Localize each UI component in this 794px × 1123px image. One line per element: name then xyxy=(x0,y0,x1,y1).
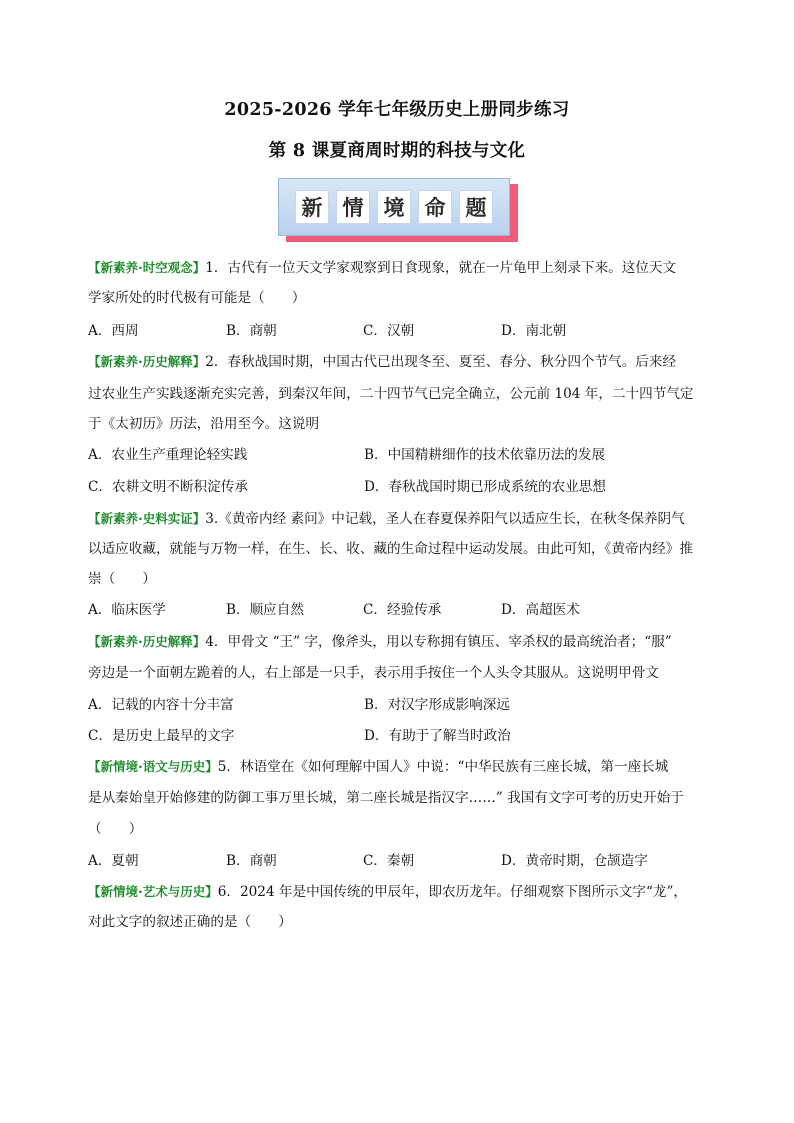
option-b: B．中国精耕细作的技术依靠历法的发展 xyxy=(364,447,606,463)
lesson-title: 第 8 课夏商周时期的科技与文化 xyxy=(268,141,526,161)
banner-char: 命 xyxy=(418,190,452,224)
option-a: A．西周 xyxy=(88,323,139,339)
section-banner xyxy=(278,178,518,242)
option-d: D．南北朝 xyxy=(501,323,567,339)
page-title: 2025-2026 学年七年级历史上册同步练习 xyxy=(224,100,570,120)
question-text: 1．古代有一位天文学家观察到日食现象，就在一片龟甲上刻录下来。这位天文 xyxy=(205,260,677,276)
question-text: 5．林语堂在《如何理解中国人》中说：“中华民族有三座长城，第一座长城 xyxy=(217,759,669,775)
question-6-line-1 xyxy=(88,882,718,902)
question-tag: 【新素养·史料实证】 xyxy=(88,511,206,526)
option-d: D．有助于了解当时政治 xyxy=(364,728,511,744)
option-b: B．顺应自然 xyxy=(226,602,304,618)
option-a: A．记载的内容十分丰富 xyxy=(88,697,234,713)
question-text: 旁边是一个面朝左跪着的人，右上部是一只手，表示用手按住一个人头令其服从。这说明甲骨文 xyxy=(88,665,659,681)
option-c: C．经验传承 xyxy=(363,602,442,618)
banner-char: 境 xyxy=(377,190,411,224)
question-text: 崇（ ） xyxy=(88,571,156,587)
option-c: C．秦朝 xyxy=(363,853,415,869)
option-a: A．夏朝 xyxy=(88,853,139,869)
question-tag: 【新情境·语文与历史】 xyxy=(88,759,218,774)
question-3-line-1 xyxy=(88,509,718,529)
option-b: B．商朝 xyxy=(226,323,277,339)
question-text: 于《太初历》历法，沿用至今。这说明 xyxy=(88,416,320,432)
question-text: 过农业生产实践逐渐充实完善，到秦汉年间，二十四节气已完全确立，公元前 104 年，二十四节气定 xyxy=(88,386,694,402)
question-text: 3.《黄帝内经 素问》中记载，圣人在春夏保养阳气以适应生长，在秋冬保养阴气 xyxy=(205,511,685,527)
banner-char: 题 xyxy=(459,190,493,224)
question-5-line-1 xyxy=(88,757,718,777)
option-a: A．临床医学 xyxy=(88,602,166,618)
question-text: 是从秦始皇开始修建的防御工事万里长城，第二座长城是指汉字……” 我国有文字可考的历史开始于 xyxy=(88,790,684,806)
option-c: C．汉朝 xyxy=(363,323,415,339)
question-text: 2．春秋战国时期，中国古代已出现冬至、夏至、春分、秋分四个节气。后来经 xyxy=(205,354,677,370)
question-tag: 【新素养·历史解释】 xyxy=(88,354,206,369)
question-text: 学家所处的时代极有可能是（ ） xyxy=(88,290,306,306)
option-c: C．农耕文明不断积淀传承 xyxy=(88,479,248,495)
option-d: D．高超医术 xyxy=(501,602,580,618)
question-text: 4．甲骨文 “王” 字，像斧头，用以专称拥有镇压、宰杀权的最高统治者；“服” xyxy=(205,634,672,650)
option-b: B．商朝 xyxy=(226,853,277,869)
option-a: A．农业生产重理论轻实践 xyxy=(88,447,248,463)
question-4-line-1 xyxy=(88,632,718,652)
question-2-line-1 xyxy=(88,352,718,372)
option-d: D．黄帝时期，仓颉造字 xyxy=(501,853,648,869)
banner-box xyxy=(278,178,510,236)
question-text: 以适应收藏，就能与万物一样，在生、长、收、藏的生命过程中运动发展。由此可知，《黄帝内经》推 xyxy=(88,541,693,557)
question-text: 对此文字的叙述正确的是（ ） xyxy=(88,914,292,930)
option-b: B．对汉字形成影响深远 xyxy=(364,697,510,713)
question-text: （ ） xyxy=(88,821,143,837)
banner-char: 新 xyxy=(295,190,329,224)
banner-char: 情 xyxy=(336,190,370,224)
question-tag: 【新情境·艺术与历史】 xyxy=(88,884,218,899)
question-1-line-1 xyxy=(88,258,718,278)
question-tag: 【新素养·时空观念】 xyxy=(88,260,206,275)
question-tag: 【新素养·历史解释】 xyxy=(88,634,206,649)
question-text: 6．2024 年是中国传统的甲辰年，即农历龙年。仔细观察下图所示文字“龙”， xyxy=(217,884,688,900)
option-d: D．春秋战国时期已形成系统的农业思想 xyxy=(364,479,606,495)
option-c: C．是历史上最早的文字 xyxy=(88,728,235,744)
